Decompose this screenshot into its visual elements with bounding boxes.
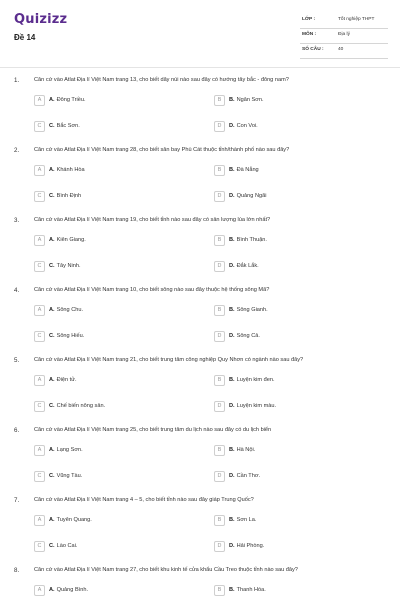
question-item [0, 427, 400, 497]
answer-option-a[interactable] [34, 583, 88, 597]
answer-option-c[interactable] [34, 399, 105, 413]
option-text: Con Voi. [236, 123, 258, 129]
quizizz-logo: Quizizz [14, 12, 68, 27]
question-number: 8. [14, 567, 20, 574]
option-text: Luyện kim đen. [236, 377, 275, 383]
option-letter-box[interactable]: A [34, 235, 45, 246]
question-item [0, 497, 400, 567]
option-text: Cần Thơ. [236, 473, 261, 479]
answer-option-b[interactable] [214, 93, 264, 107]
option-letter-box[interactable]: B [214, 445, 225, 456]
option-key: D. [229, 473, 235, 479]
option-text: Ngân Sơn. [236, 97, 264, 103]
option-key: D. [229, 193, 235, 199]
answer-option-c[interactable] [34, 329, 84, 343]
answer-option-a[interactable] [34, 233, 86, 247]
option-letter-box[interactable]: A [34, 445, 45, 456]
meta-row-count [300, 44, 388, 59]
option-letter-box[interactable]: A [34, 515, 45, 526]
option-key: C. [49, 473, 55, 479]
option-key: C. [49, 263, 55, 269]
answer-option-b[interactable] [214, 443, 255, 457]
option-text: Bắc Sơn. [56, 123, 80, 129]
worksheet-meta [300, 14, 388, 59]
question-number: 7. [14, 497, 20, 504]
option-text: Sông Cả. [236, 333, 260, 339]
question-item [0, 77, 400, 147]
option-letter-box[interactable]: D [214, 121, 225, 132]
answer-option-d[interactable] [214, 539, 264, 553]
answer-option-b[interactable] [214, 303, 268, 317]
question-number: 5. [14, 357, 20, 364]
option-text: Kiên Giang. [56, 237, 86, 243]
option-letter-box[interactable]: A [34, 305, 45, 316]
answer-option-a[interactable] [34, 93, 86, 107]
option-key: A. [49, 517, 55, 523]
option-key: A. [49, 377, 55, 383]
option-key: D. [229, 333, 235, 339]
option-text: Đắk Lắk. [236, 263, 259, 269]
option-letter-box[interactable]: B [214, 165, 225, 176]
answer-option-b[interactable] [214, 373, 275, 387]
option-key: C. [49, 193, 55, 199]
option-letter-box[interactable]: B [214, 305, 225, 316]
answer-option-c[interactable] [34, 189, 81, 203]
question-text: Căn cứ vào Atlat Địa lí Việt Nam trang 21, cho biết trung tâm công nghiệp Quy Nhơn có ngành nào sau đây? [34, 357, 304, 363]
meta-row-class [300, 14, 388, 29]
option-letter-box[interactable]: B [214, 585, 225, 596]
option-letter-box[interactable]: D [214, 471, 225, 482]
option-letter-box[interactable]: B [214, 235, 225, 246]
option-key: D. [229, 403, 235, 409]
option-text: Sông Gianh. [236, 307, 268, 313]
option-text: Đông Triều. [56, 97, 86, 103]
option-letter-box[interactable]: D [214, 331, 225, 342]
option-key: B. [229, 97, 235, 103]
option-letter-box[interactable]: D [214, 191, 225, 202]
option-text: Tuyên Quang. [56, 517, 92, 523]
answer-option-b[interactable] [214, 163, 259, 177]
answer-option-d[interactable] [214, 469, 260, 483]
worksheet-header [0, 0, 400, 62]
answer-option-c[interactable] [34, 469, 82, 483]
option-key: A. [49, 307, 55, 313]
question-text: Căn cứ vào Atlat Địa lí Việt Nam trang 10, cho biết sông nào sau đây thuộc hệ thống sông Mã? [34, 287, 270, 293]
option-text: Sông Hiếu. [56, 333, 85, 339]
question-item [0, 567, 400, 600]
answer-option-d[interactable] [214, 259, 259, 273]
option-key: A. [49, 97, 55, 103]
option-letter-box[interactable]: C [34, 541, 45, 552]
answer-option-a[interactable] [34, 303, 83, 317]
option-letter-box[interactable]: D [214, 401, 225, 412]
option-text: Luyện kim màu. [236, 403, 277, 409]
answer-option-a[interactable] [34, 163, 85, 177]
option-text: Sông Chu. [56, 307, 84, 313]
option-letter-box[interactable]: C [34, 191, 45, 202]
meta-label: MÔN : [302, 32, 317, 37]
option-letter-box[interactable]: C [34, 261, 45, 272]
option-letter-box[interactable]: A [34, 95, 45, 106]
option-letter-box[interactable]: D [214, 261, 225, 272]
question-text: Căn cứ vào Atlat Địa lí Việt Nam trang 4 – 5, cho biết tỉnh nào sau đây giáp Trung Quốc? [34, 497, 254, 503]
option-text: Điện tử. [56, 377, 77, 383]
option-key: C. [49, 403, 55, 409]
question-text: Căn cứ vào Atlat Địa lí Việt Nam trang 27, cho biết khu kinh tế cửa khẩu Cầu Treo thuộc tỉnh nào sau đây? [34, 567, 298, 573]
meta-label: LỚP : [302, 17, 316, 22]
option-key: C. [49, 333, 55, 339]
option-key: C. [49, 123, 55, 129]
option-letter-box[interactable]: B [214, 515, 225, 526]
option-letter-box[interactable]: B [214, 95, 225, 106]
option-letter-box[interactable]: D [214, 541, 225, 552]
answer-option-a[interactable] [34, 443, 83, 457]
option-letter-box[interactable]: A [34, 585, 45, 596]
question-number: 4. [14, 287, 20, 294]
header-divider [0, 67, 400, 68]
option-key: B. [229, 587, 235, 593]
option-key: A. [49, 237, 55, 243]
option-key: B. [229, 377, 235, 383]
answer-option-d[interactable] [214, 329, 260, 343]
question-number: 2. [14, 147, 20, 154]
question-item [0, 147, 400, 217]
answer-option-d[interactable] [214, 189, 266, 203]
answer-option-c[interactable] [34, 539, 77, 553]
option-letter-box[interactable]: C [34, 121, 45, 132]
option-text: Lào Cai. [56, 543, 78, 549]
option-text: Quảng Bình. [56, 587, 89, 593]
option-key: D. [229, 543, 235, 549]
option-text: Bình Thuận. [236, 237, 267, 243]
option-key: B. [229, 307, 235, 313]
option-key: D. [229, 263, 235, 269]
option-key: B. [229, 237, 235, 243]
meta-value: Địa lý [338, 32, 350, 37]
option-text: Hà Nội. [236, 447, 256, 453]
question-item [0, 217, 400, 287]
answer-option-a[interactable] [34, 513, 92, 527]
question-number: 3. [14, 217, 20, 224]
meta-label: SỐ CÂU : [302, 47, 324, 52]
meta-value: 40 [338, 47, 344, 52]
question-number: 1. [14, 77, 20, 84]
answer-option-b[interactable] [214, 583, 266, 597]
answer-option-b[interactable] [214, 233, 267, 247]
option-key: A. [49, 167, 55, 173]
question-text: Căn cứ vào Atlat Địa lí Việt Nam trang 25, cho biết trung tâm du lịch nào sau đây có du lịch biển [34, 427, 272, 433]
option-letter-box[interactable]: C [34, 331, 45, 342]
answer-option-a[interactable] [34, 373, 77, 387]
option-letter-box[interactable]: A [34, 165, 45, 176]
option-text: Chế biến nông sản. [56, 403, 106, 409]
option-letter-box[interactable]: C [34, 471, 45, 482]
option-text: Khánh Hòa [56, 167, 85, 173]
worksheet-title: Đề 14 [14, 33, 36, 42]
option-letter-box[interactable]: B [214, 375, 225, 386]
question-text: Căn cứ vào Atlat Địa lí Việt Nam trang 13, cho biết dãy núi nào sau đây có hướng tây bắc - đông nam? [34, 77, 289, 83]
option-key: D. [229, 123, 235, 129]
question-item [0, 357, 400, 427]
question-text: Căn cứ vào Atlat Địa lí Việt Nam trang 19, cho biết tỉnh nào sau đây có sản lượng lúa lớn nhất? [34, 217, 271, 223]
option-text: Thanh Hóa. [236, 587, 266, 593]
option-letter-box[interactable]: A [34, 375, 45, 386]
option-text: Vũng Tàu. [56, 473, 83, 479]
option-text: Bình Định [56, 193, 82, 199]
meta-value: Tốt nghiệp THPT [338, 17, 375, 22]
option-key: A. [49, 587, 55, 593]
answer-option-d[interactable] [214, 399, 276, 413]
option-text: Hải Phòng. [236, 543, 265, 549]
option-key: A. [49, 447, 55, 453]
question-number: 6. [14, 427, 20, 434]
option-text: Lạng Sơn. [56, 447, 83, 453]
question-text: Căn cứ vào Atlat Địa lí Việt Nam trang 28, cho biết sân bay Phù Cát thuộc tỉnh/thành phố nào sau đây? [34, 147, 290, 153]
option-key: B. [229, 517, 235, 523]
option-letter-box[interactable]: C [34, 401, 45, 412]
answer-option-d[interactable] [214, 119, 258, 133]
meta-row-subject [300, 29, 388, 44]
answer-option-c[interactable] [34, 119, 80, 133]
option-text: Sơn La. [236, 517, 257, 523]
option-key: B. [229, 447, 235, 453]
option-text: Đà Nẵng [236, 167, 259, 173]
option-key: C. [49, 543, 55, 549]
answer-option-c[interactable] [34, 259, 81, 273]
answer-option-b[interactable] [214, 513, 256, 527]
option-key: B. [229, 167, 235, 173]
option-text: Tây Ninh. [56, 263, 81, 269]
option-text: Quảng Ngãi [236, 193, 267, 199]
question-item [0, 287, 400, 357]
question-list [0, 77, 400, 600]
